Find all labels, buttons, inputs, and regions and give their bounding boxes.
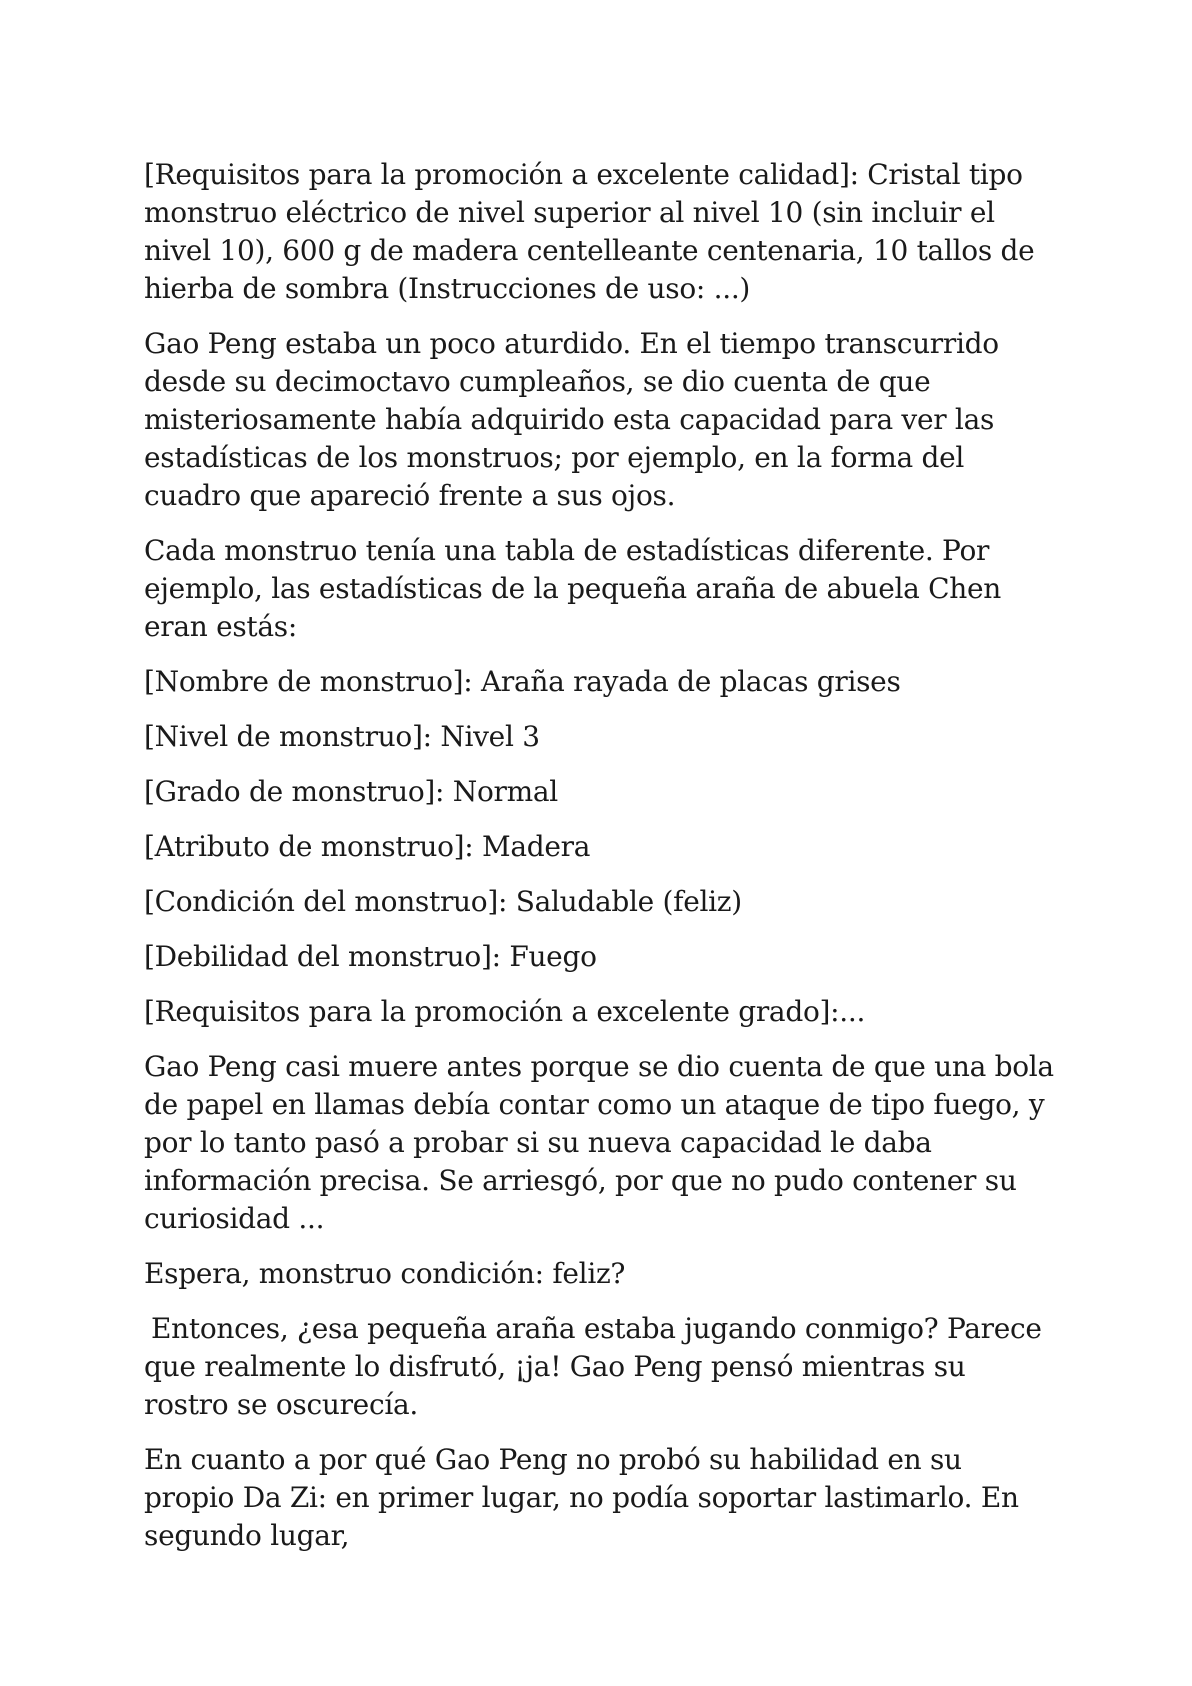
stat-monster-condition: [Condición del monstruo]: Saludable (feliz) — [144, 885, 742, 918]
paragraph-promotion-requirements-electric: [Requisitos para la promoción a excelente calidad]: Cristal tipo monstruo eléctrico de nivel superior al nivel 10 (sin incluir el nivel 10), 600 g de madera centelleante centenaria, 10 tallos de hierba de sombra (Instrucciones de uso: ...) — [144, 158, 1035, 305]
stat-monster-weakness: [Debilidad del monstruo]: Fuego — [144, 940, 597, 973]
paragraph-stats-table-intro: Cada monstruo tenía una tabla de estadísticas diferente. Por ejemplo, las estadísticas de la pequeña araña de abuela Chen eran estás: — [144, 534, 1002, 643]
paragraph-fire-attack-test: Gao Peng casi muere antes porque se dio cuenta de que una bola de papel en llamas debía contar como un ataque de tipo fuego, y por lo tanto pasó a probar si su nueva capacidad le daba información precisa. Se arriesgó, por que no pudo contener su curiosidad ... — [144, 1050, 1054, 1235]
stat-monster-attribute: [Atributo de monstruo]: Madera — [144, 830, 591, 863]
paragraph-spider-playing: Entonces, ¿esa pequeña araña estaba jugando conmigo? Parece que realmente lo disfrutó, ¡ja! Gao Peng pensó mientras su rostro se oscurecía. — [144, 1312, 1042, 1421]
paragraph-condition-happy: Espera, monstruo condición: feliz? — [144, 1257, 626, 1290]
stat-monster-name: [Nombre de monstruo]: Araña rayada de placas grises — [144, 665, 901, 698]
stat-monster-grade: [Grado de monstruo]: Normal — [144, 775, 558, 808]
paragraph-da-zi: En cuanto a por qué Gao Peng no probó su habilidad en su propio Da Zi: en primer lugar, no podía soportar lastimarlo. En segundo lugar, — [144, 1443, 1019, 1552]
paragraph-gao-peng-dazed: Gao Peng estaba un poco aturdido. En el tiempo transcurrido desde su decimoctavo cumpleaños, se dio cuenta de que misteriosamente había adquirido esta capacidad para ver las estadísticas de los monstruos; por ejemplo, en la forma del cuadro que apareció frente a sus ojos. — [144, 327, 999, 512]
stat-monster-level: [Nivel de monstruo]: Nivel 3 — [144, 720, 540, 753]
document-body — [144, 156, 1056, 1572]
stat-promotion-requirements: [Requisitos para la promoción a excelente grado]:... — [144, 995, 866, 1028]
